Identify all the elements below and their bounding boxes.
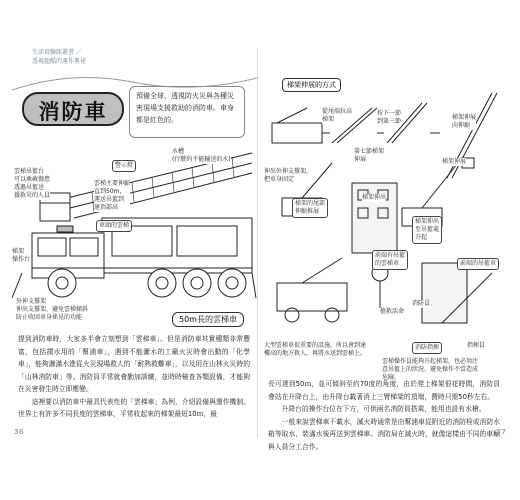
operator-label: 指揮員	[467, 342, 486, 349]
intro-box: 預備全球，透視防火災與各種災害現場支援救助的消防車。車身都是紅色的。	[129, 86, 245, 138]
firefighter-label: 消防員	[412, 300, 431, 307]
right-body-text: 長可達到50ｍ，並可傾斜至約70度的角度，由於爬上梯架很花時間，消防員會站在升降台上，由升降台載著消上三臂梯架的頂端，費時只需50秒左右。 升降台的操作台位在下方，可供兩名消防員搭乘，能用也設有水槍。 一般來說雲梯車不載水，滅火時通常是由幫浦車從附近的消防栓或消防水箱等取水，裝滿水後再送到雲梯車。消防局在滅火時，就像這樣由不同的車輛與人員分工合作。	[268, 380, 500, 451]
step-7-label: 梯架伸出	[362, 194, 387, 201]
page-title-badge	[22, 92, 124, 126]
right-page-number: 37	[496, 428, 506, 436]
step-2-label: 從尾端拉高 梯架	[322, 108, 353, 123]
label-ladder: 雲梯主要伸縮 直到50m， 運送吊籃到 達頂部高	[94, 180, 131, 211]
label-water-tank: 水槽 (行駛的不能輸送的水)	[172, 148, 231, 163]
series-line-2: 透視超酷的運作奧祕	[32, 58, 87, 65]
caption-50m-ladder-truck: 50m長的雲梯車	[172, 312, 244, 327]
label-alarm-light: 警示燈	[112, 160, 136, 172]
operator-desc: 雲梯操作員能夠升起梯架，也必須注意吊籃上的狀況，避免操作不當造成危險。	[382, 358, 482, 382]
step-5-label: 梯架的尾部 伸縮推展	[292, 198, 328, 218]
step-6-label: 梯架伸出 至吊籃處 升起	[412, 216, 442, 244]
front-basket-truck-label: 前端有吊籃 的雲梯車	[372, 250, 408, 270]
step-8-label: 第七節梯架 伸展	[354, 148, 385, 163]
left-body-text: 提到消防車時，大家多半會立刻想到「雲梯車」。但是消防車其實種類非常豐富，包括撲水用的「幫浦車」，遇到不能灑水的工廠火災時會出動的「化學車」，能夠灑滿水進從火災現場救人的「耐熱救難車」，以及用在山林火災時的「山林消防車」等。消防員平常就會勤加訓練，並時時檢查各類設備，才能夠在災害發生時立即應變。 這裡要以消防車中最具代表性的「雲梯車」為例，介紹設備與運作機制。世界上有許多不同長度的雲梯車，平常收起來的梯架最短10ｍ，最	[18, 335, 250, 418]
step-3-label: 按下一節 到第三節	[377, 110, 402, 125]
page-title: 消防車	[38, 100, 108, 124]
label-ladder-base: 車頭的雲梯	[96, 220, 132, 232]
label-ladder-basket: 雲梯吊籃台 可以乘載傷患 透過吊籃送 援救災的人員	[14, 168, 51, 199]
slogan-label: 搶救活命	[380, 308, 405, 315]
step-1-label: 伸出外伸支撐架， 把車身固定	[264, 168, 313, 183]
ladder-truck-desc: 大型雲梯車很重要的設施，所以會到達樓高的地方救人，再將水送到雲梯上。	[264, 342, 369, 358]
front-basket-title: 前端的吊籃車	[457, 258, 499, 270]
commander-label: 消防指揮	[412, 342, 442, 354]
left-page-number: 36	[14, 428, 24, 436]
right-page	[262, 48, 508, 451]
label-outrigger: 外伸支撐架 伸出支撐架，避免雲梯傾斜 防止收回車身搖晃的功能	[16, 298, 89, 321]
left-page	[12, 48, 258, 438]
step-4-label: 梯架伸展 向伸縮	[452, 114, 477, 129]
section-title: 梯架伸展的方式	[282, 78, 341, 92]
label-operation-panel: 梯架 操作台	[12, 248, 31, 263]
series-line-1: 生活實驗館叢書 ／	[32, 49, 82, 56]
step-9-label: 梯架伸展	[442, 158, 467, 165]
